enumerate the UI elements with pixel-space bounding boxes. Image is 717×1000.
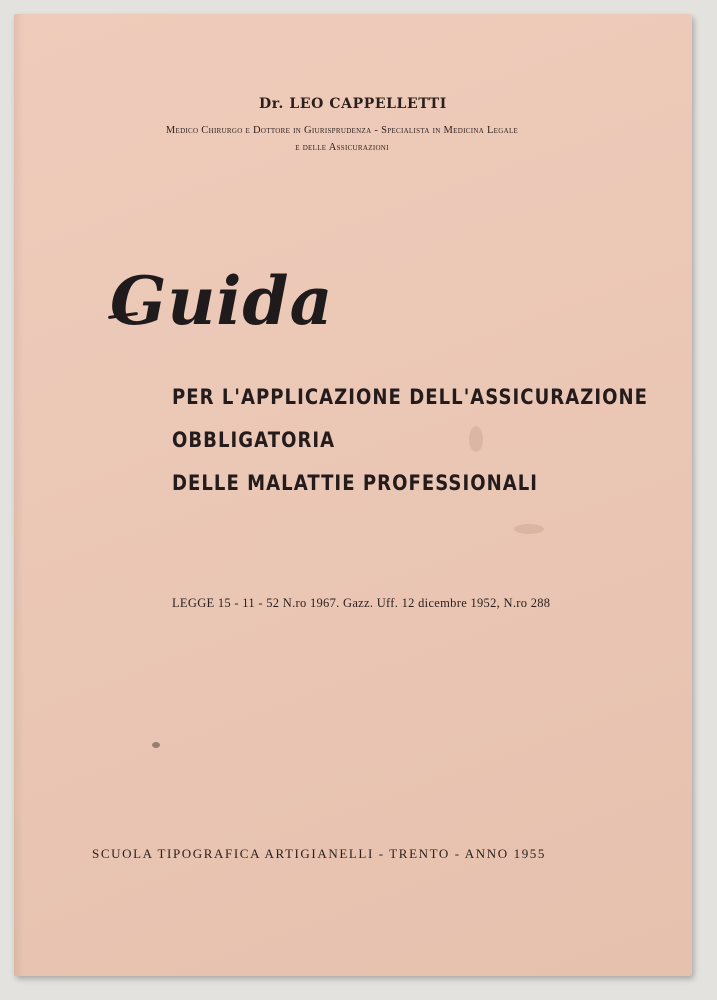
cover-stain [152, 742, 160, 748]
book-subtitle [172, 376, 648, 505]
credentials-line: Medico Chirurgo e Dottore in Giurisprudenza - Specialista in Medicina Legale [165, 125, 519, 136]
cover-spine-edge [14, 14, 24, 976]
subtitle-line: DELLE MALATTIE PROFESSIONALI [172, 471, 539, 495]
subtitle-line: OBBLIGATORIA [172, 428, 336, 452]
law-reference: LEGGE 15 - 11 - 52 N.ro 1967. Gazz. Uff. 12 dicembre 1952, N.ro 288 [172, 596, 551, 610]
author-credentials [112, 122, 572, 156]
book-cover [14, 14, 692, 976]
subtitle-line: PER L'APPLICAZIONE DELL'ASSICURAZIONE [172, 385, 649, 409]
credentials-line: e delle Assicurazioni [295, 142, 389, 153]
author-name: Dr. LEO CAPPELLETTI [259, 96, 447, 112]
cover-stain [514, 524, 544, 534]
publisher-imprint: SCUOLA TIPOGRAFICA ARTIGIANELLI - TRENTO - ANNO 1955 [92, 846, 547, 861]
book-title: Guida [110, 262, 334, 340]
